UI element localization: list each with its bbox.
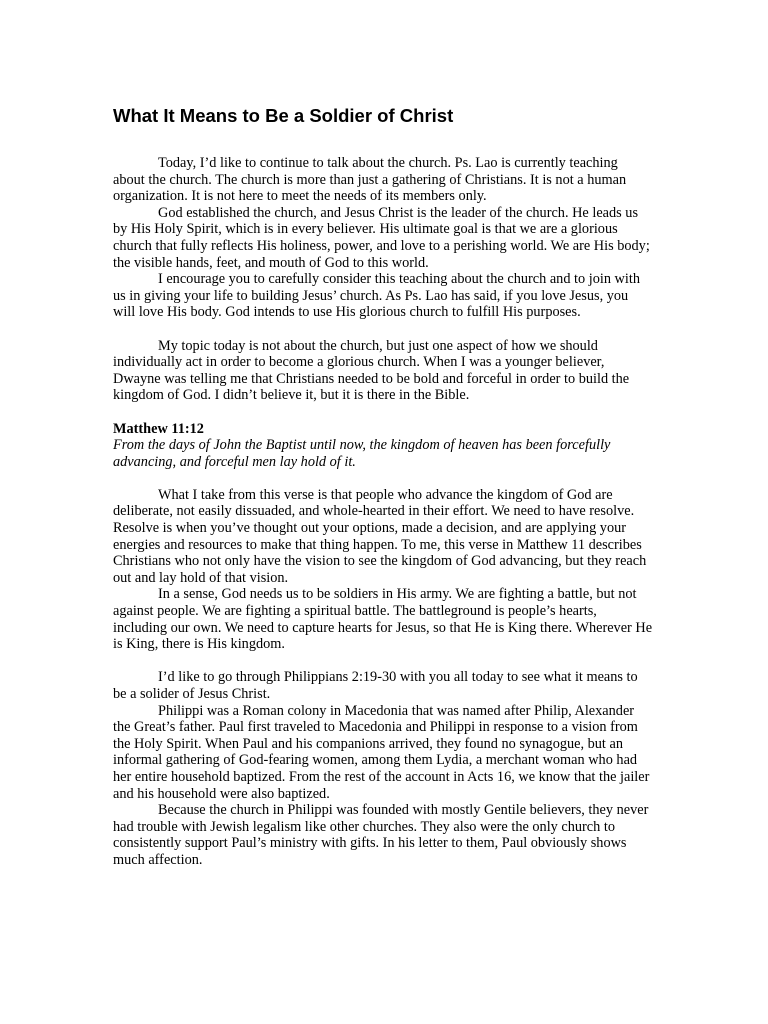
paragraph-verse-reflection: What I take from this verse is that people who advance the kingdom of God are deliberate, not easily dissuaded, and whole-hearted in their effort. We need to have resolve. Resolve is when you’ve thought out your options, made a decision, and are applying your energies and resources to make that thing happen. To me, this verse in Matthew 11 describes Christians who not only have the vision to see the kingdom of God advancing, but they reach out and lay hold of that vision. (113, 486, 647, 586)
paragraph-philippi-church: Because the church in Philippi was founded with mostly Gentile believers, they never had trouble with Jewish legalism like other churches. They also were the only church to consistently support Paul’s ministry with gifts. In his letter to them, Paul obviously shows much affection. (113, 802, 649, 868)
scripture-reference: Matthew 11:12 (113, 420, 204, 437)
paragraph-god-established-church: God established the church, and Jesus Christ is the leader of the church. He leads us by His Holy Spirit, which is in every believer. His ultimate goal is that we are a glorious church that fully reflects His holiness, power, and love to a perishing world. We are His body; the visible hands, feet, and mouth of God to this world. (113, 204, 650, 271)
paragraph-philippians-intro: I’d like to go through Philippians 2:19-30 with you all today to see what it means to be a solider of Jesus Christ. (113, 669, 638, 702)
paragraph-spacer (113, 404, 653, 421)
paragraph-spacer (113, 653, 653, 670)
paragraph-soldiers-army: In a sense, God needs us to be soldiers in His army. We are fighting a battle, but not against people. We are fighting a spiritual battle. The battleground is people’s hearts, including our own. We need to capture hearts for Jesus, so that He is King there. Wherever He is King, there is His kingdom. (113, 586, 653, 653)
paragraph-spacer (113, 470, 653, 487)
paragraph-topic-today: My topic today is not about the church, but just one aspect of how we should individually act in order to become a glorious church. When I was a younger believer, Dwayne was telling me that Christians needed to be bold and forceful in order to build the kingdom of God. I didn’t believe it, but it is there in the Bible. (113, 337, 630, 404)
document-body (113, 155, 653, 869)
paragraph-philippi-history: Philippi was a Roman colony in Macedonia that was named after Philip, Alexander the Great’s father. Paul first traveled to Macedonia and Philippi in response to a vision from the Holy Spirit. When Paul and his companions arrived, they found no synagogue, but an informal gathering of God-fearing women, among them Lydia, a merchant woman who had her entire household baptized. From the rest of the account in Acts 16, we know that the jailer and his household were also baptized. (113, 702, 650, 802)
document-content (113, 104, 653, 869)
scripture-quote: From the days of John the Baptist until now, the kingdom of heaven has been forcefully advancing, and forceful men lay hold of it. (113, 437, 611, 470)
paragraph-intro-church: Today, I’d like to continue to talk about the church. Ps. Lao is currently teaching about the church. The church is more than just a gathering of Christians. It is not a human organization. It is not here to meet the needs of its members only. (113, 155, 627, 205)
paragraph-encourage-consider: I encourage you to carefully consider this teaching about the church and to join with us in giving your life to building Jesus’ church. As Ps. Lao has said, if you love Jesus, you will love His body. God intends to use His glorious church to fulfill His purposes. (113, 271, 640, 321)
document-title: What It Means to Be a Soldier of Christ (113, 105, 454, 126)
paragraph-spacer (113, 321, 653, 338)
